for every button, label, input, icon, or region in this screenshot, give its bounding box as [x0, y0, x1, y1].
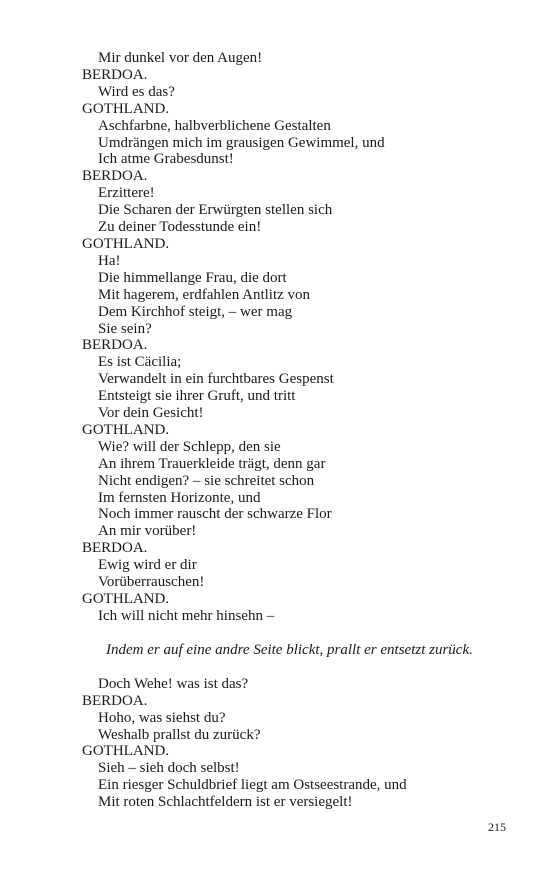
verse-line: Ewig wird er dir	[98, 557, 197, 574]
speaker-name: BERDOA.	[82, 337, 148, 354]
verse-line: Weshalb prallst du zurück?	[98, 726, 261, 743]
speaker-name: BERDOA.	[82, 168, 148, 185]
speaker-name: BERDOA.	[82, 692, 148, 709]
verse-line: Vor dein Gesicht!	[98, 405, 204, 422]
verse-line: Die Scharen der Erwürgten stellen sich	[98, 202, 333, 219]
verse-line: Wie? will der Schlepp, den sie	[98, 438, 281, 455]
verse-line: Noch immer rauscht der schwarze Flor	[98, 506, 332, 523]
verse-line: Vorüberrauschen!	[98, 574, 205, 591]
blank-line	[82, 659, 522, 676]
verse-line: Erzittere!	[98, 185, 155, 202]
speaker-name: GOTHLAND.	[82, 591, 170, 607]
verse-line: Umdrängen mich im grausigen Gewimmel, und	[98, 134, 385, 151]
verse-line: Dem Kirchhof steigt, – wer mag	[98, 303, 293, 320]
speaker-name: GOTHLAND.	[82, 421, 170, 438]
verse-line: Ich atme Grabesdunst!	[98, 151, 234, 168]
verse-line: An ihrem Trauerkleide trägt, denn gar	[98, 455, 326, 472]
verse-line: Entsteigt sie ihrer Gruft, und tritt	[98, 388, 296, 405]
verse-line: Im fernsten Horizonte, und	[98, 489, 261, 506]
verse-line: An mir vorüber!	[98, 523, 197, 540]
verse-line: Doch Wehe! was ist das?	[98, 675, 249, 692]
speaker-name: BERDOA.	[82, 66, 148, 83]
drama-text	[82, 50, 522, 811]
verse-line: Ich will nicht mehr hinsehn –	[98, 607, 275, 624]
verse-line: Mit roten Schlachtfeldern ist er versiegelt!	[98, 794, 353, 811]
verse-line: Verwandelt in ein furchtbares Gespenst	[98, 371, 334, 388]
verse-line: Sie sein?	[98, 320, 152, 337]
verse-line: Sieh – sieh doch selbst!	[98, 760, 240, 777]
verse-line: Ha!	[98, 252, 121, 269]
speaker-name: BERDOA.	[82, 540, 148, 557]
verse-line: Wird es das?	[98, 83, 175, 100]
stage-direction: Indem er auf eine andre Seite blickt, prallt er entsetzt zurück.	[106, 641, 473, 658]
verse-line: Ein riesger Schuldbrief liegt am Ostseestrande, und	[98, 777, 407, 794]
speaker-name: GOTHLAND.	[82, 100, 170, 117]
verse-line: Hoho, was siehst du?	[98, 709, 226, 726]
verse-line: Es ist Cäcilia;	[98, 354, 182, 371]
verse-line: Mit hagerem, erdfahlen Antlitz von	[98, 286, 311, 303]
speaker-name: GOTHLAND.	[82, 235, 170, 252]
blank-line	[82, 625, 522, 642]
speaker-name: GOTHLAND.	[82, 743, 170, 760]
verse-line: Mir dunkel vor den Augen!	[98, 50, 263, 66]
verse-line: Nicht endigen? – sie schreitet schon	[98, 472, 315, 489]
verse-line: Die himmellange Frau, die dort	[98, 269, 287, 286]
verse-line: Zu deiner Todesstunde ein!	[98, 219, 262, 236]
page-number: 215	[488, 820, 506, 834]
verse-line: Aschfarbne, halbverblichene Gestalten	[98, 117, 331, 134]
